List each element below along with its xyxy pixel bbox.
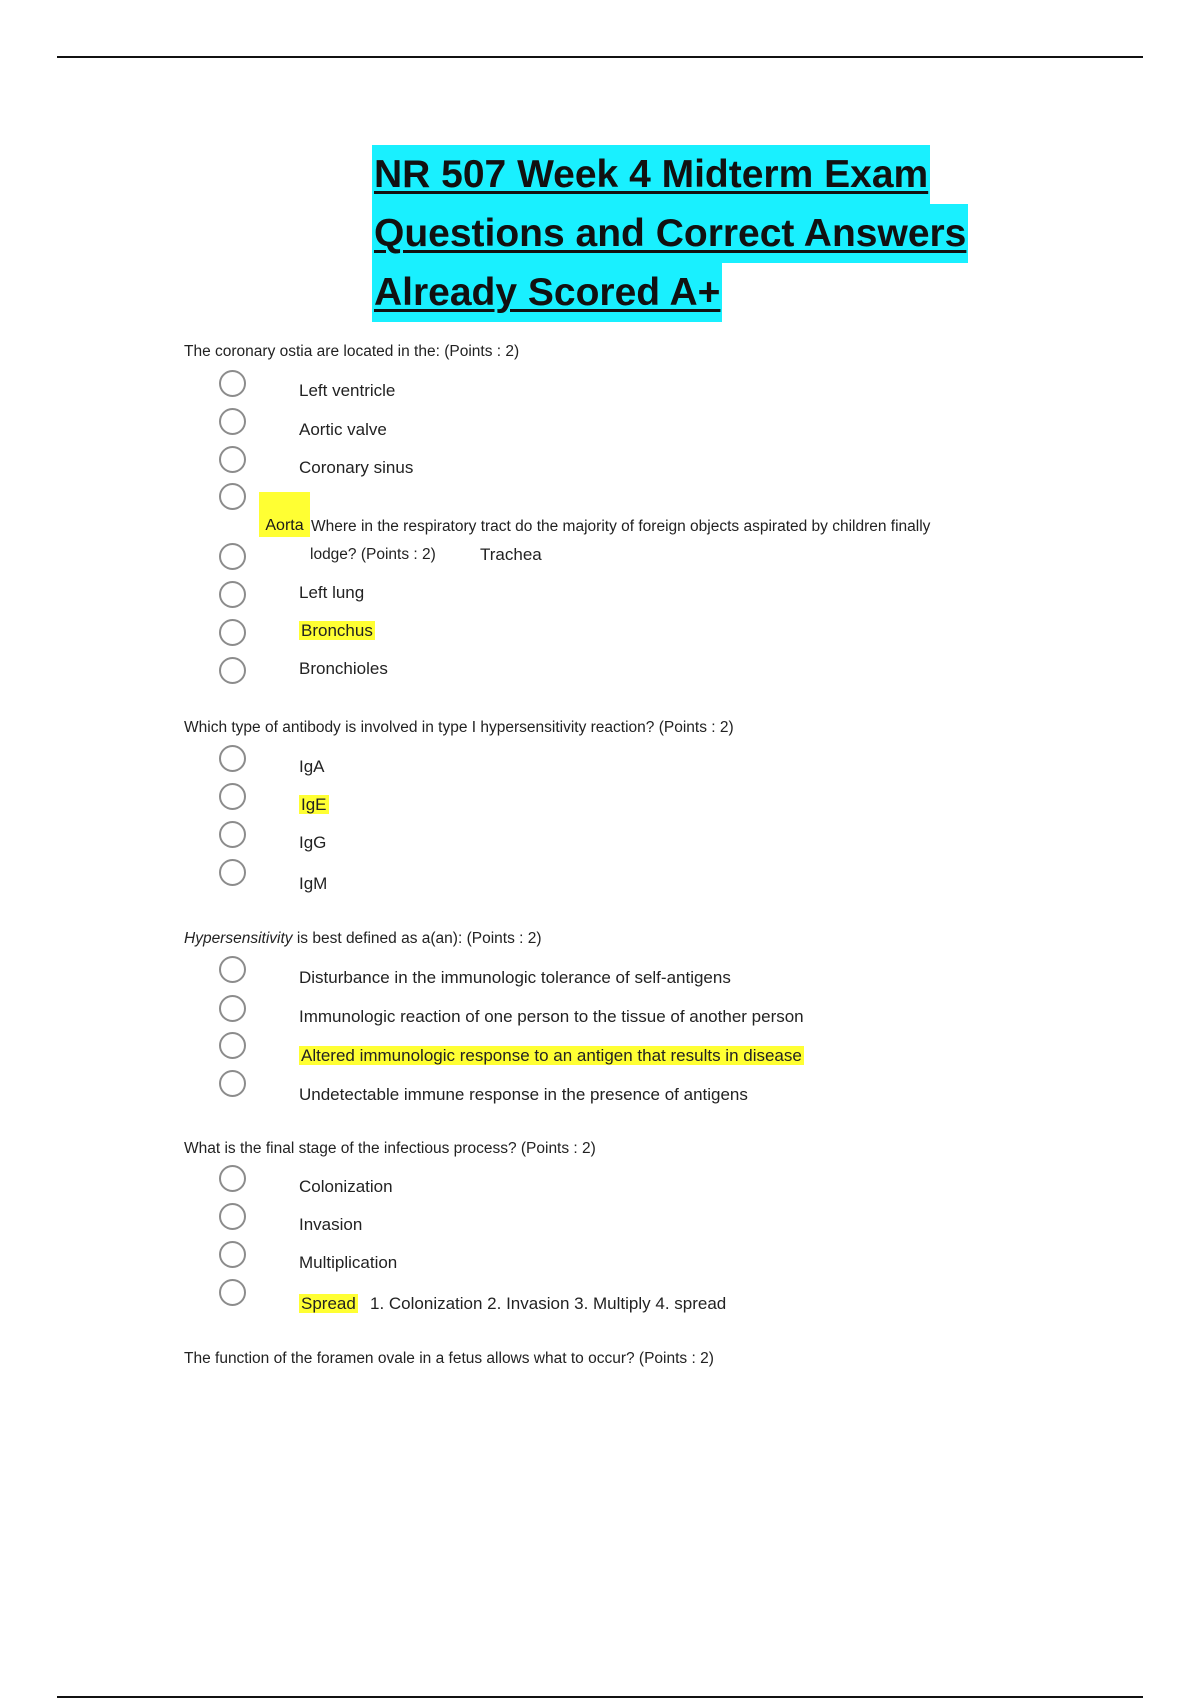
title-line-1: NR 507 Week 4 Midterm Exam <box>372 145 930 204</box>
q5-option-3-label: Multiplication <box>299 1253 398 1272</box>
q1-option-4-label-correct: Aorta <box>259 492 310 537</box>
q5-option-1-radio[interactable] <box>219 1165 246 1192</box>
footer-rule <box>57 1696 1143 1698</box>
q1-option-1-radio[interactable] <box>219 370 246 397</box>
question-5-text: What is the final stage of the infectious process? (Points : 2) <box>184 1140 596 1157</box>
q3-option-4-radio[interactable] <box>219 859 246 886</box>
title-line-2: Questions and Correct Answers <box>372 204 968 263</box>
title-line-3: Already Scored A+ <box>372 263 722 322</box>
q3-option-3-label: IgG <box>299 833 327 852</box>
q2-option-4-label: Bronchioles <box>299 659 388 678</box>
q4-option-4-label: Undetectable immune response in the presence of antigens <box>299 1085 748 1104</box>
document-title <box>372 145 1012 322</box>
q1-option-1-label: Left ventricle <box>299 381 396 400</box>
q1-option-3-label: Coronary sinus <box>299 458 414 477</box>
q1-option-3-radio[interactable] <box>219 446 246 473</box>
q2-option-3-radio[interactable] <box>219 619 246 646</box>
q2-option-4-radio[interactable] <box>219 657 246 684</box>
q2-option-1-label: Trachea <box>480 545 542 564</box>
q3-option-2-label-correct <box>299 795 329 815</box>
q1-option-2-label: Aortic valve <box>299 420 387 439</box>
q3-option-1-radio[interactable] <box>219 745 246 772</box>
question-2-text-line-2: lodge? (Points : 2) <box>310 546 436 563</box>
correct-answer-highlight: Spread <box>301 1294 356 1313</box>
q5-option-2-radio[interactable] <box>219 1203 246 1230</box>
q1-option-4-radio[interactable] <box>219 483 246 510</box>
q2-option-3-label-correct <box>299 621 375 641</box>
q3-option-2-radio[interactable] <box>219 783 246 810</box>
q2-option-1-radio[interactable] <box>219 543 246 570</box>
q3-option-4-label: IgM <box>299 874 328 893</box>
question-6-text: The function of the foramen ovale in a fetus allows what to occur? (Points : 2) <box>184 1350 714 1367</box>
q4-option-2-label: Immunologic reaction of one person to the tissue of another person <box>299 1007 804 1026</box>
q2-option-2-radio[interactable] <box>219 581 246 608</box>
question-1-text: The coronary ostia are located in the: (Points : 2) <box>184 343 520 360</box>
q5-option-4-label-correct <box>299 1294 358 1314</box>
q5-option-4-radio[interactable] <box>219 1279 246 1306</box>
q4-option-1-label: Disturbance in the immunologic tolerance of self-antigens <box>299 968 731 987</box>
q3-option-1-label: IgA <box>299 757 325 776</box>
question-4-italic-term: Hypersensitivity <box>184 930 293 947</box>
correct-answer-highlight: Altered immunologic response to an antigen that results in disease <box>301 1046 802 1065</box>
q5-answer-note: 1. Colonization 2. Invasion 3. Multiply 4. spread <box>370 1294 727 1313</box>
q4-option-2-radio[interactable] <box>219 995 246 1022</box>
header-rule <box>57 56 1143 58</box>
q1-option-2-radio[interactable] <box>219 408 246 435</box>
q2-option-2-label: Left lung <box>299 583 365 602</box>
q4-option-4-radio[interactable] <box>219 1070 246 1097</box>
correct-answer-highlight: IgE <box>301 795 327 814</box>
q4-option-3-label-correct <box>299 1046 804 1066</box>
q5-option-3-radio[interactable] <box>219 1241 246 1268</box>
question-2-text-line-1: Where in the respiratory tract do the majority of foreign objects aspirated by children finally <box>311 518 931 535</box>
question-3-text: Which type of antibody is involved in type I hypersensitivity reaction? (Points : 2) <box>184 719 734 736</box>
correct-answer-highlight: Bronchus <box>301 621 373 640</box>
q3-option-3-radio[interactable] <box>219 821 246 848</box>
q4-option-3-radio[interactable] <box>219 1032 246 1059</box>
q4-option-1-radio[interactable] <box>219 956 246 983</box>
question-4-text-rest: is best defined as a(an): (Points : 2) <box>292 930 542 947</box>
q5-option-1-label: Colonization <box>299 1177 393 1196</box>
q5-option-2-label: Invasion <box>299 1215 363 1234</box>
question-4-text <box>184 930 542 948</box>
